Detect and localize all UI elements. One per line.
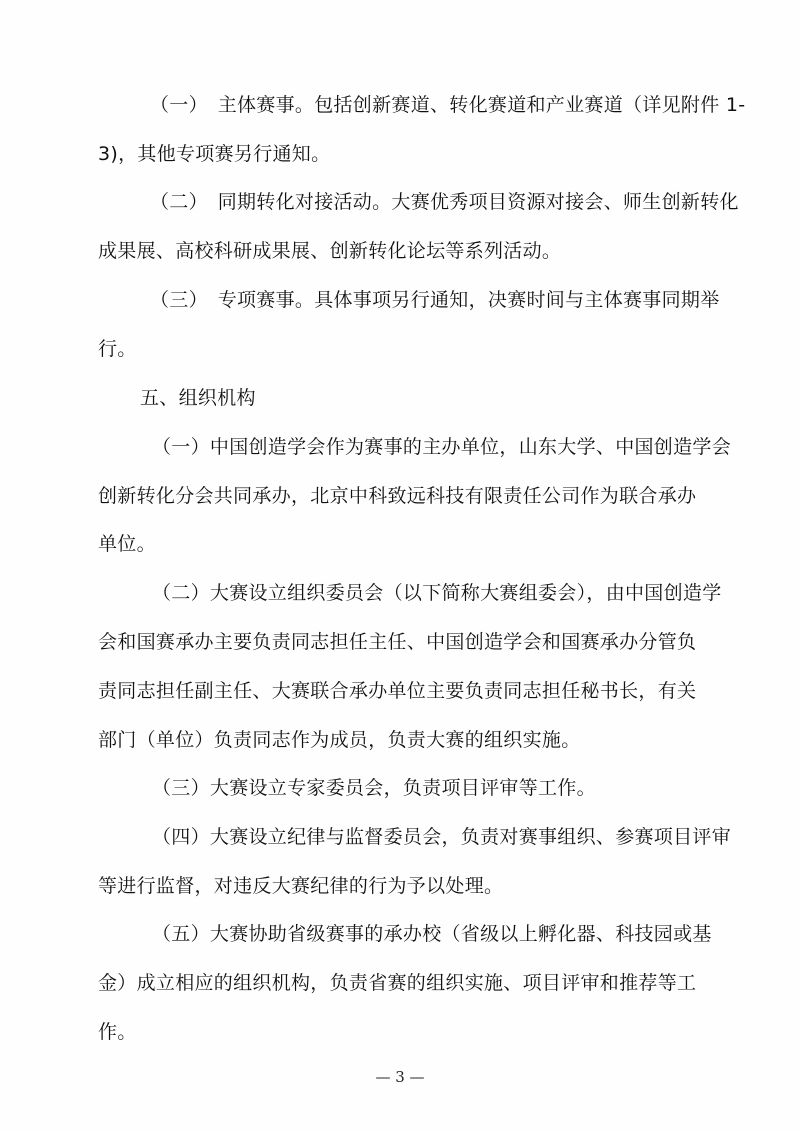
text-line-4: 成果展、高校科研成果展、创新转化论坛等系列活动。 — [98, 240, 562, 262]
text-line-12: 会和国赛承办主要负责同志担任主任、中国创造学会和国赛承办分管负 — [98, 631, 697, 653]
text-line-8: （一）中国创造学会作为赛事的主办单位，山东大学、中国创造学会 — [152, 436, 732, 458]
text-line-2: 3)，其他专项赛另行通知。 — [98, 143, 331, 165]
text-line-1: （一） 主体赛事。包括创新赛道、转化赛道和产业赛道（详见附件 1- — [150, 94, 746, 116]
text-line-13: 责同志担任副主任、大赛联合承办单位主要负责同志担任秘书长，有关 — [98, 680, 697, 702]
text-line-19: 金）成立相应的组织机构，负责省赛的组织实施、项目评审和推荐等工 — [98, 972, 697, 994]
text-line-3: （二） 同期转化对接活动。大赛优秀项目资源对接会、师生创新转化 — [150, 191, 739, 213]
text-line-6: 行。 — [98, 338, 137, 360]
text-line-5: （三） 专项赛事。具体事项另行通知，决赛时间与主体赛事同期举 — [150, 289, 720, 311]
text-line-15: （三）大赛设立专家委员会，负责项目评审等工作。 — [152, 777, 596, 799]
text-line-18: （五）大赛协助省级赛事的承办校（省级以上孵化器、科技园或基 — [152, 923, 712, 945]
text-line-14: 部门（单位）负责同志作为成员，负责大赛的组织实施。 — [98, 729, 581, 751]
text-line-11: （二）大赛设立组织委员会（以下简称大赛组委会），由中国创造学 — [152, 582, 722, 604]
section-heading: 五、组织机构 — [140, 387, 256, 409]
text-line-10: 单位。 — [98, 533, 156, 555]
text-line-20: 作。 — [98, 1021, 137, 1043]
text-line-16: （四）大赛设立纪律与监督委员会，负责对赛事组织、参赛项目评审 — [152, 826, 732, 848]
text-line-9: 创新转化分会共同承办，北京中科致远科技有限责任公司作为联合承办 — [98, 485, 697, 507]
text-line-17: 等进行监督，对违反大赛纪律的行为予以处理。 — [98, 875, 504, 897]
page-number: — 3 — — [375, 1068, 425, 1086]
